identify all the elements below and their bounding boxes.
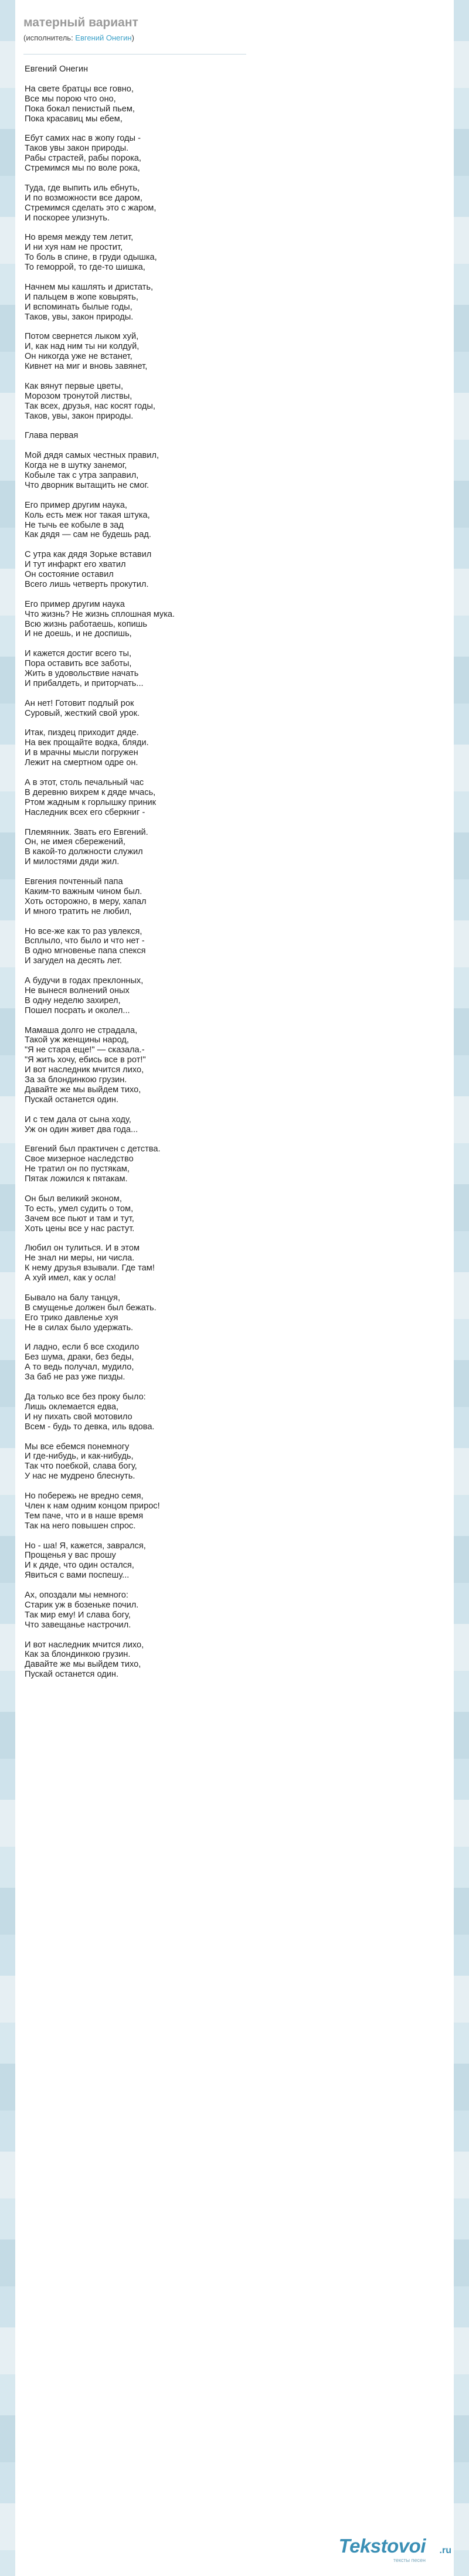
lyrics-stanza: Как вянут первые цветы, Морозом тронутой листвы, Так всех, друзья, нас косят годы, Таков, увы, закон природы. (25, 381, 155, 421)
logo-tagline: тексты песен (393, 2557, 426, 2563)
logo-name: Tekstovoi (338, 2535, 426, 2557)
page-header (23, 0, 469, 43)
lyrics-stanza: Да только все без проку было: Лишь оклемается едва, И ну пихать свой мотовило Всем - будь то девка, иль вдова. (25, 1392, 155, 1432)
lyrics-stanza: Евгения почтенный папа Каким-то важным чином был. Хоть осторожно, в меру, хапал И много тратить не любил, (25, 877, 147, 916)
lyrics-stanza: Глава первая (25, 431, 79, 441)
lyrics-stanza: И вот наследник мчится лихо, Как за блондинкою грузин. Давайте же мы выйдем тихо, Пускай останется один. (25, 1640, 144, 1680)
lyrics-stanza: Но побережь не вредно семя, Член к нам одним концом прирос! Тем паче, что и в наше время Так на него повышен спрос. (25, 1491, 160, 1531)
lyrics-stanza: И ладно, если б все сходило Без шума, драки, без беды, А то ведь получал, мудило, За баб не раз уже пизды. (25, 1343, 140, 1382)
lyrics-stanza: Его пример другим наука, Коль есть меж ног такая штука, Не тычь ее кобыле в зад Как дядя — сам не будешь рад. (25, 500, 151, 540)
left-decorative-stripe (0, 0, 15, 2576)
site-logo[interactable] (317, 2535, 451, 2563)
performer-line (23, 33, 469, 43)
performer-link[interactable]: Евгений Онегин (75, 33, 132, 42)
lyrics-stanza: Ан нет! Готовит подлый рок Суровый, жесткий свой урок. (25, 698, 140, 718)
lyrics-stanza: Евгений Онегин (25, 64, 89, 74)
lyrics-stanza: Евгений был практичен с детства. Свое мизерное наследство Не тратил он по пустякам, Пятак ложился к пятакам. (25, 1144, 161, 1184)
lyrics-stanza: Но время между тем летит, И ни хуя нам не простит, То боль в спине, в груди одышка, То геморрой, то где-то шишка, (25, 233, 157, 273)
lyrics-stanza: На свете братцы все говно, Все мы порою что оно, Пока бокал пенистый пьем, Пока красавиц мы ебем, (25, 84, 135, 124)
lyrics-stanza: Туда, где выпить иль ебнуть, И по возможности все даром, Стремимся сделать это с жаром, И поскорее улизнуть. (25, 183, 157, 223)
lyrics-stanza: Ебут самих нас в жопу годы - Таков увы закон природы. Рабы страстей, рабы порока, Стремимся мы по воле рока, (25, 134, 141, 174)
lyrics-stanza: Потом свернется лыком хуй, И, как над ним ты ни колдуй, Он никогда уже не встанет, Кивнет на миг и вновь завянет, (25, 332, 148, 372)
lyrics-stanza: И кажется достиг всего ты, Пора оставить все заботы, Жить в удовольствие начать И прибалдеть, и приторчать... (25, 649, 144, 688)
lyrics-stanza: Итак, пиздец приходит дяде. На век прощайте водка, бляди. И в мрачны мысли погружен Лежит на смертном одре он. (25, 728, 149, 768)
lyrics-stanza: С утра как дядя Зорьке вставил И тут инфаркт его хватил Он состояние оставил Всего лишь четверть прокутил. (25, 550, 152, 589)
page-title: матерный вариант (23, 16, 138, 29)
lyrics-text (25, 64, 300, 1690)
lyrics-stanza: А будучи в годах преклонных, Не вынеся волнений оных В одну неделю захирел, Пошел посрать и околел... (25, 976, 144, 1015)
lyrics-stanza: Но все-же как то раз увлекся, Всплыло, что было и что нет - В одно мгновенье папа спекся И загудел на десять лет. (25, 926, 146, 966)
lyrics-stanza: Его пример другим наука Что жизнь? Не жизнь сплошная мука. Всю жизнь работаешь, копишь И не доешь, и не доспишь, (25, 599, 175, 639)
lyrics-stanza: Мы все ебемся понемногу И где-нибудь, и как-нибудь, Так что поебкой, слава богу, У нас не мудрено блеснуть. (25, 1442, 137, 1481)
lyrics-stanza: Он был великий эконом, То есть, умел судить о том, Зачем все пьют и там и тут, Хоть цены все у нас растут. (25, 1194, 135, 1233)
performer-suffix: ) (131, 33, 134, 42)
lyrics-stanza: И с тем дала от сына ходу, Уж он один живет два года... (25, 1114, 138, 1134)
lyrics-stanza: Мой дядя самых честных правил, Когда не в шутку занемог, Кобыле так с утра заправил, Что дворник вытащить не смог. (25, 451, 159, 490)
lyrics-stanza: Бывало на балу танцуя, В смущенье должен был бежать. Его трико давленье хуя Не в силах было удержать. (25, 1293, 157, 1333)
performer-prefix: (исполнитель: (23, 33, 76, 42)
lyrics-stanza: Мамаша долго не страдала, Такой уж женщины народ, "Я не стара еще!" — сказала.- "Я жить хочу, ебись все в рот!" И вот наследник мчится лихо, За за блондинкою грузин. Давайте же мы выйдем тихо, Пускай останется один. (25, 1025, 146, 1105)
lyrics-stanza: Но - ша! Я, кажется, заврался, Прощенья у вас прошу И к дяде, что один остался, Явиться с вами поспешу... (25, 1541, 146, 1581)
lyrics-stanza: Любил он тулиться. И в этом Не знал ни меры, ни числа. К нему друзья взывали. Где там! А хуй имел, как у осла! (25, 1243, 155, 1283)
lyrics-stanza: Ах, опоздали мы немного: Старик уж в бозеньке почил. Так мир ему! И слава богу, Что завещанье настрочил. (25, 1591, 139, 1630)
lyrics-stanza: Начнем мы кашлять и дристать, И пальцем в жопе ковырять, И вспоминать былые годы, Таков, увы, закон природы. (25, 282, 154, 322)
right-decorative-stripe (454, 0, 469, 2576)
logo-tld: .ru (439, 2546, 451, 2555)
lyrics-stanza: Племянник. Звать его Евгений. Он, не имея сбережений, В какой-то должности служил И милостями дяди жил. (25, 827, 148, 867)
lyrics-stanza: А в этот, столь печальный час В деревню вихрем к дяде мчась, Ртом жадным к горлышку приник Наследник всех его сберкниг - (25, 778, 157, 817)
